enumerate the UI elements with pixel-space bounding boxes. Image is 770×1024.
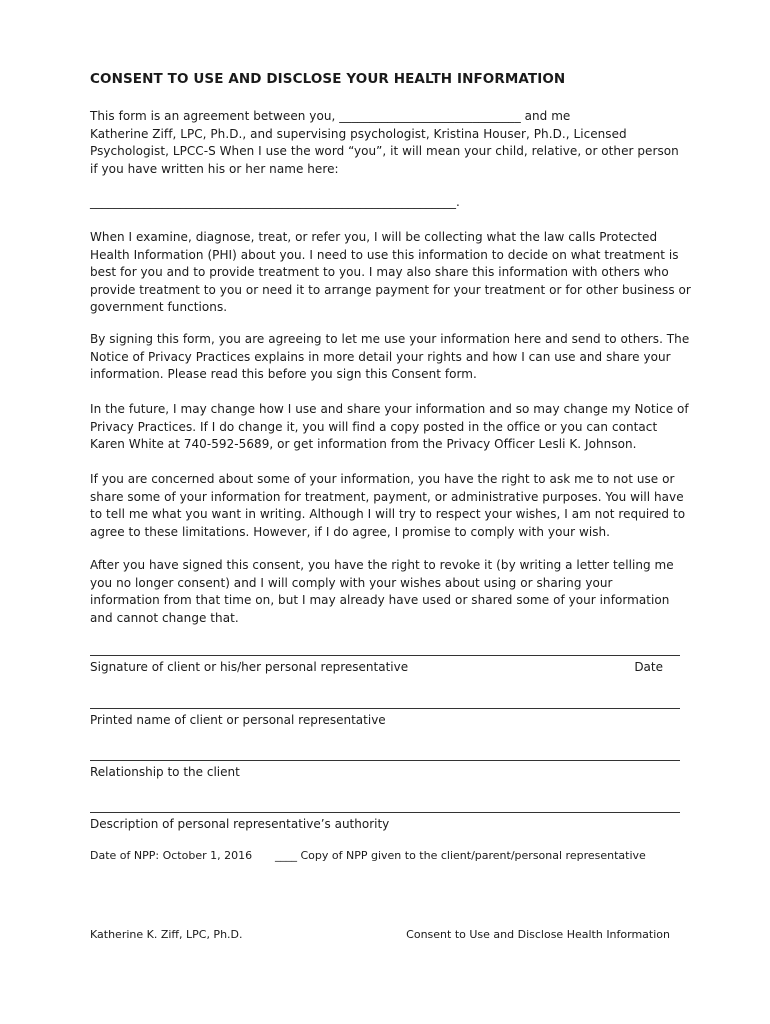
paragraph-concerns (90, 471, 690, 541)
footer-author: Katherine K. Ziff, LPC, Ph.D. (90, 928, 243, 941)
footer-document-title: Consent to Use and Disclose Health Information (406, 928, 670, 941)
text-line: When I examine, diagnose, treat, or refer you, I will be collecting what the law calls Protected (90, 230, 658, 244)
text-line: if you have written his or her name here: (90, 161, 339, 176)
text-line: provide treatment to you or need it to arrange payment for your treatment or for other business or (90, 282, 691, 297)
text-line: agree to these limitations. However, if I do agree, I promise to comply with your wish. (90, 524, 611, 539)
text-line: If you are concerned about some of your information, you have the right to ask me to not use or (90, 472, 675, 486)
date-label: Date (634, 660, 663, 674)
paragraph-phi (90, 229, 690, 317)
relationship-line[interactable] (90, 760, 680, 761)
text-line: you no longer consent) and I will comply with your wishes about using or sharing your (90, 575, 613, 590)
text-line: This form is an agreement between you, ______________________________ and me (90, 109, 571, 123)
text-line: Psychologist, LPCC-S When I use the word “you”, it will mean your child, relative, or other person (90, 144, 679, 159)
text-line: government functions. (90, 300, 228, 315)
paragraph-signing (90, 331, 690, 384)
authority-line[interactable] (90, 812, 680, 813)
text-line: In the future, I may change how I use and share your information and so may change my Notice of (90, 402, 689, 416)
text-line: share some of your information for treatment, payment, or administrative purposes. You will have (90, 489, 684, 504)
text-line: best for you and to provide treatment to you. I may also share this information with others who (90, 265, 669, 280)
text-line: information. Please read this before you sign this Consent form. (90, 367, 477, 382)
npp-copy-given[interactable]: ____ Copy of NPP given to the client/parent/personal representative (275, 849, 646, 862)
text-line: Notice of Privacy Practices explains in more detail your rights and how I can use and share your (90, 349, 671, 364)
signature-label: Signature of client or his/her personal representative (90, 660, 409, 674)
text-line: Karen White at 740-592-5689, or get information from the Privacy Officer Lesli K. Johnson. (90, 437, 637, 452)
text-line: Katherine Ziff, LPC, Ph.D., and supervising psychologist, Kristina Houser, Ph.D., Licensed (90, 126, 627, 141)
text-line: Privacy Practices. If I do change it, you will find a copy posted in the office or you can contact (90, 419, 658, 434)
text-line: After you have signed this consent, you have the right to revoke it (by writing a letter telling me (90, 558, 674, 572)
paragraph-revoke (90, 557, 690, 627)
npp-date: Date of NPP: October 1, 2016 (90, 849, 253, 862)
printed-name-line[interactable] (90, 708, 680, 709)
name-blank-field[interactable]: _____________________________________________________________. (90, 195, 460, 209)
text-line: Health Information (PHI) about you. I need to use this information to decide on what treatment is (90, 247, 679, 262)
printed-name-label: Printed name of client or personal representative (90, 713, 386, 727)
relationship-label: Relationship to the client (90, 765, 240, 779)
text-line: information from that time on, but I may already have used or shared some of your information (90, 593, 670, 608)
signature-line[interactable] (90, 655, 680, 656)
paragraph-future-changes (90, 401, 690, 454)
text-line: By signing this form, you are agreeing to let me use your information here and send to others. The (90, 332, 690, 346)
text-line: to tell me what you want in writing. Although I will try to respect your wishes, I am not required to (90, 507, 686, 522)
text-line: and cannot change that. (90, 610, 239, 625)
authority-label: Description of personal representative’s authority (90, 817, 390, 831)
paragraph-agreement (90, 108, 690, 178)
page-title: CONSENT TO USE AND DISCLOSE YOUR HEALTH INFORMATION (90, 71, 566, 87)
